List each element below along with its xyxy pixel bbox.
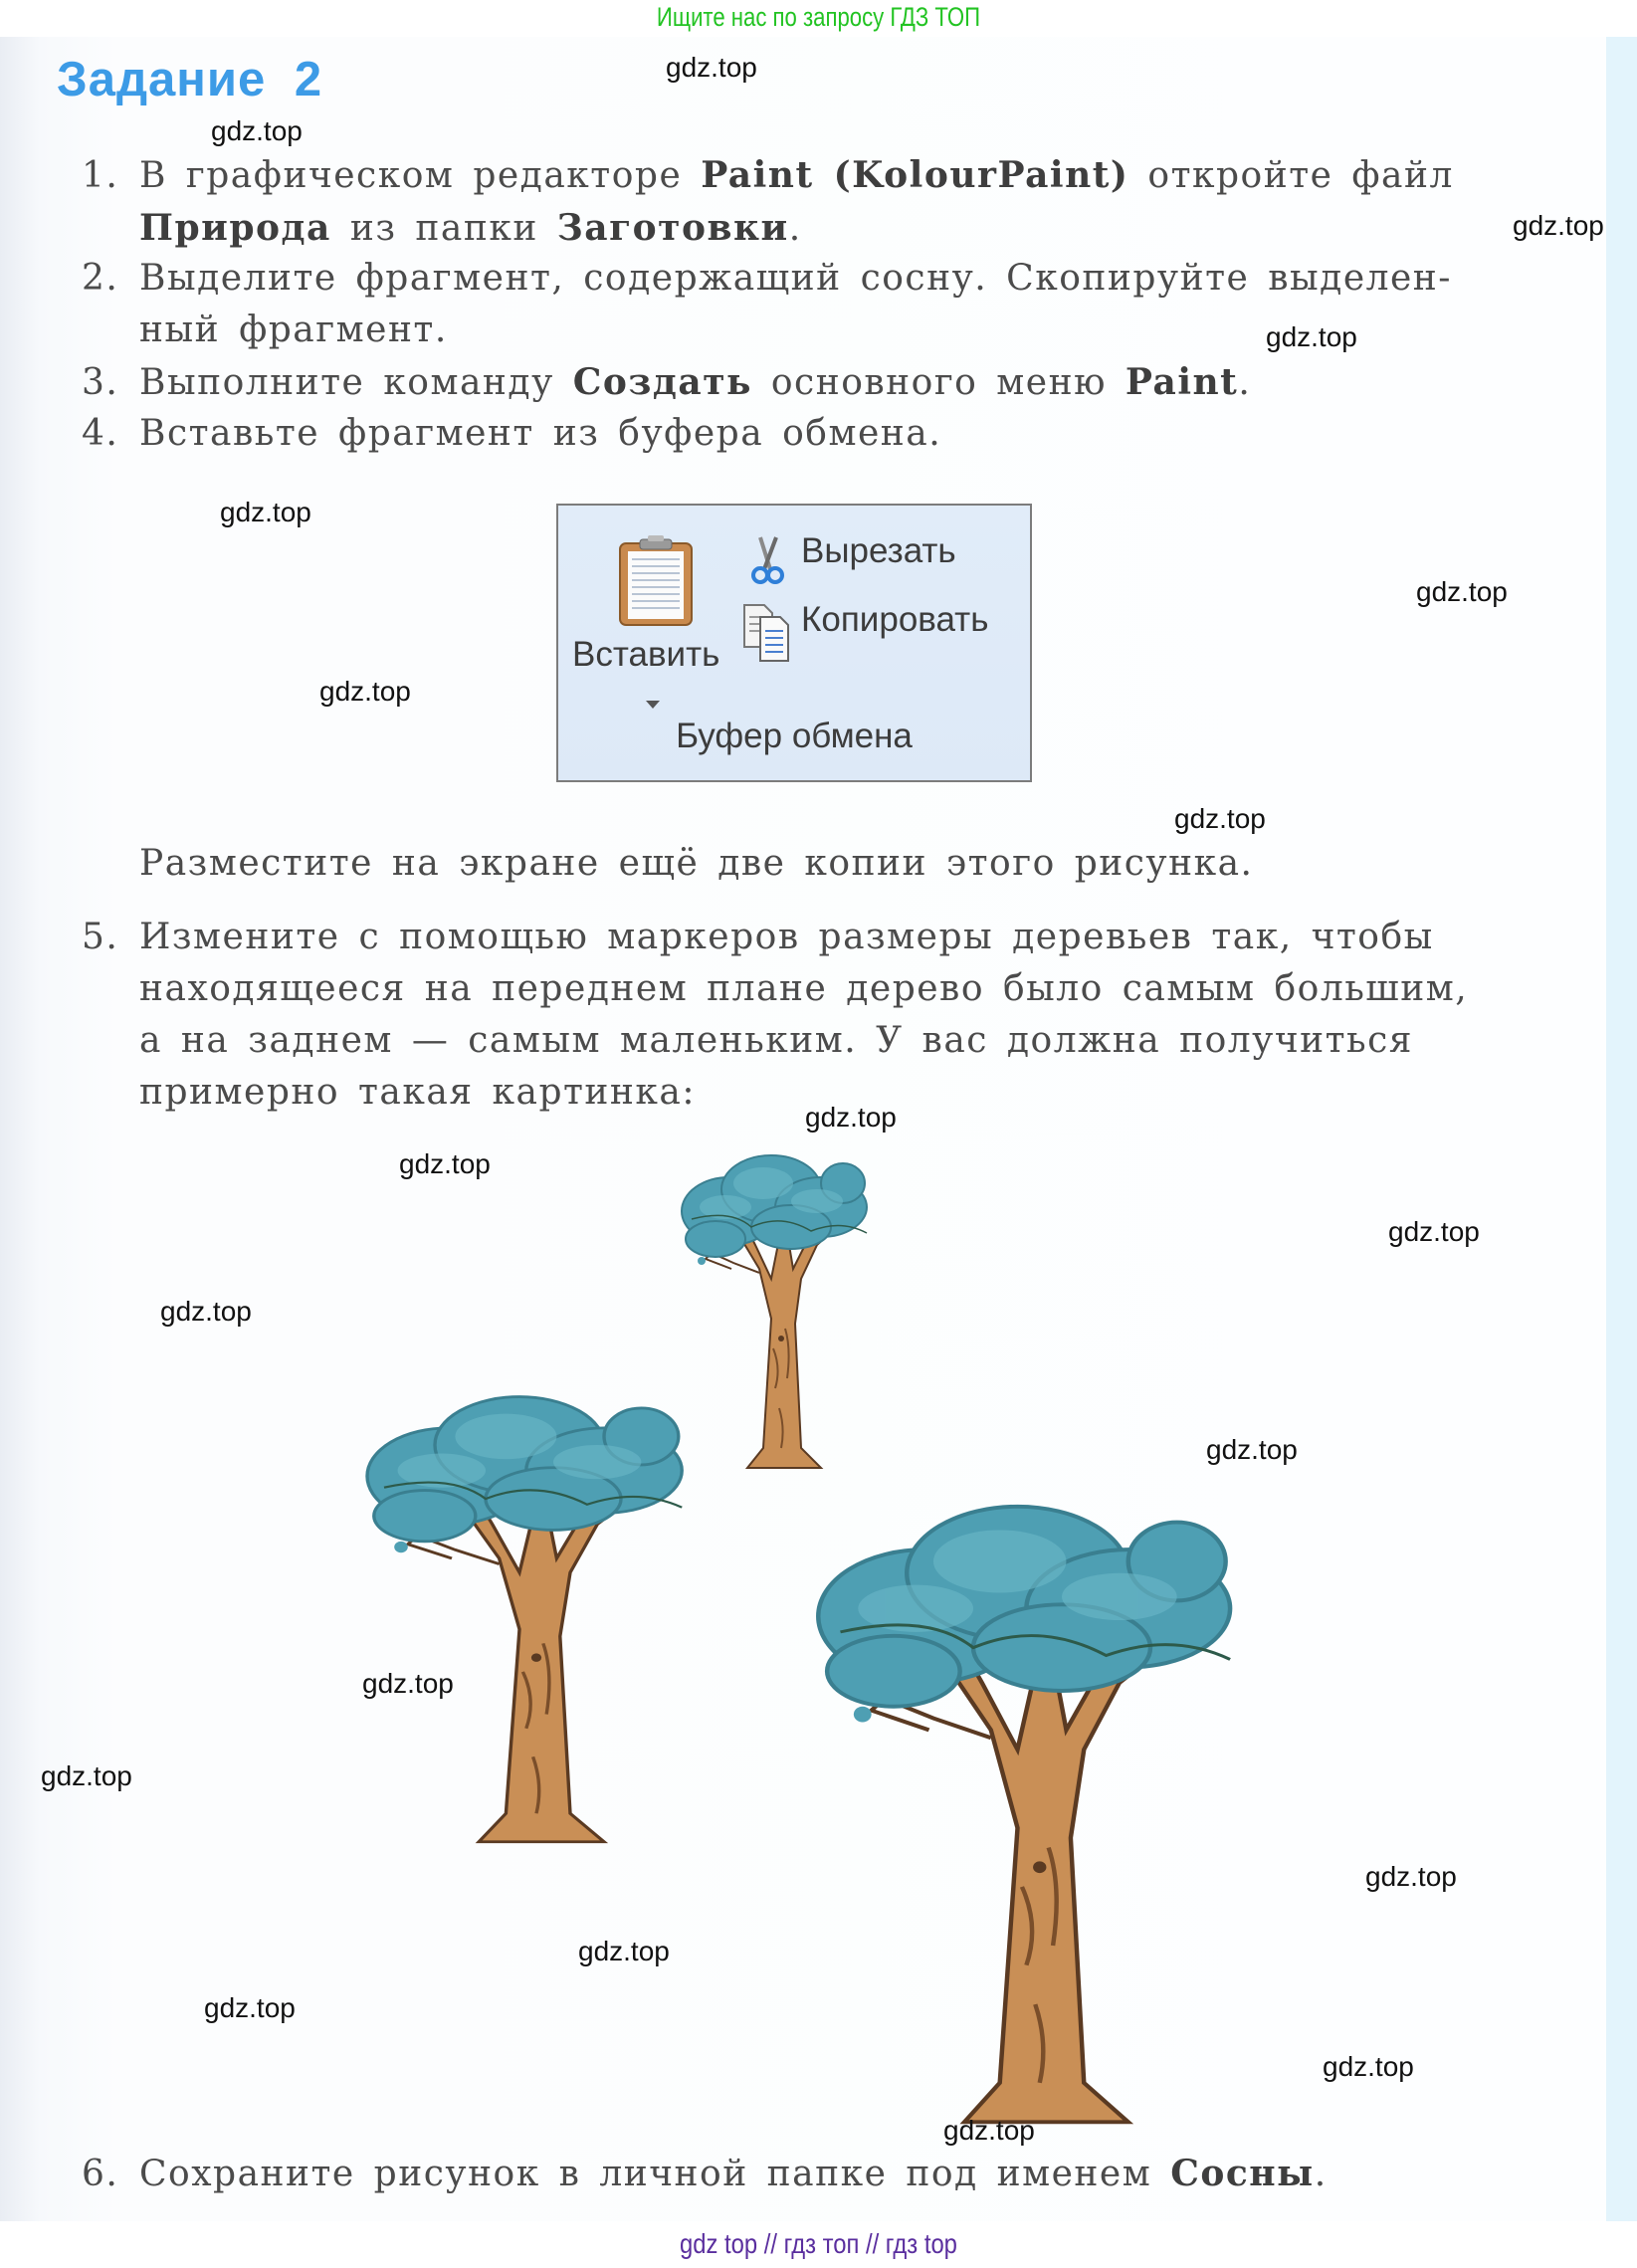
paste-button[interactable]: Вставить [572,635,720,674]
watermark: gdz.top [943,2115,1035,2146]
watermark: gdz.top [1266,321,1357,352]
footer-links[interactable]: gdz top // гдз топ // гдз top [122,2221,1514,2268]
step-number: 1. [82,155,119,196]
command-name: Создать [572,361,752,403]
cut-button[interactable]: Вырезать [801,531,956,570]
watermark: gdz.top [1206,1434,1298,1465]
small-pine-tree [667,1149,876,1478]
watermark: gdz.top [1416,576,1508,607]
task-title: Задание 2 [57,53,323,106]
medium-pine-tree [350,1388,689,1856]
watermark: gdz.top [578,1936,670,1966]
scissors-icon [750,535,784,585]
copy-button[interactable]: Копировать [801,600,989,639]
app-name: Paint (KolourPaint) [701,154,1129,196]
watermark: gdz.top [1323,2051,1414,2082]
watermark: gdz.top [399,1148,491,1179]
top-banner[interactable]: Ищите нас по запросу ГДЗ ТОП [147,0,1490,36]
large-pine-tree [796,1495,1239,2142]
step-6: 6. Сохраните рисунок в личной папке под именем Сосны. [82,2153,1328,2194]
step-1: 1. В графическом редакторе Paint (KolourPaint) откройте файл Природа из папки Заготовки. [82,149,1535,255]
watermark: gdz.top [160,1296,252,1327]
step-4-note: Разместите на экране ещё две копии этого рисунка. [139,843,1254,884]
dropdown-arrow-icon[interactable] [646,701,660,709]
watermark: gdz.top [204,1992,296,2023]
save-file-name: Сосны [1170,2153,1315,2194]
watermark: gdz.top [1174,803,1266,834]
clipboard-panel [556,504,1032,782]
step-4: 4. Вставьте фрагмент из буфера обмена. [82,413,942,454]
page-edge-strip [1606,37,1637,2221]
watermark: gdz.top [1388,1216,1480,1247]
watermark: gdz.top [1513,210,1604,241]
watermark: gdz.top [666,52,757,83]
watermark: gdz.top [1365,1861,1457,1892]
clipboard-icon[interactable] [618,535,694,627]
folder-name: Заготовки [556,207,789,249]
step-5: 5. Измените с помощью маркеров размеры деревьев так, чтобы находящееся на переднем плане дерево было самым большим, а на заднем — самым маленьким. У вас должна получиться примерно такая картинка: [82,917,1469,1113]
watermark: gdz.top [211,115,303,146]
step-3: 3. Выполните команду Создать основного меню Paint. [82,361,1252,403]
clipboard-group-label: Буфер обмена [676,717,913,755]
watermark: gdz.top [220,497,311,527]
file-name: Природа [139,207,331,249]
watermark: gdz.top [805,1102,897,1133]
watermark: gdz.top [319,676,411,707]
copy-icon [742,603,792,663]
step-2: 2. Выделите фрагмент, содержащий сосну. Скопируйте выделен- ный фрагмент. [82,258,1452,350]
watermark: gdz.top [41,1760,132,1791]
watermark: gdz.top [362,1668,454,1699]
